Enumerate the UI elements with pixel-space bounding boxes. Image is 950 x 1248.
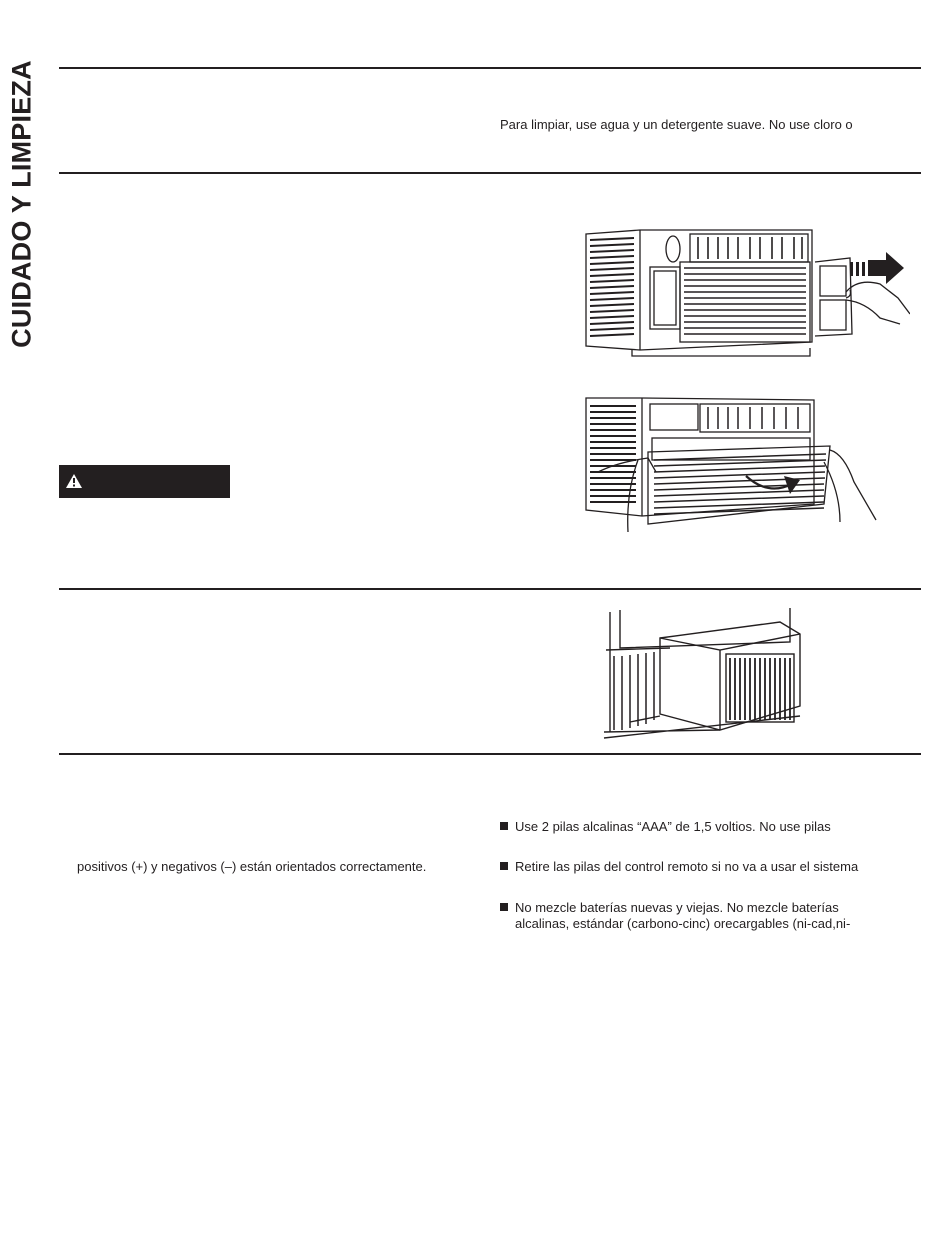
filter-removal-illustration xyxy=(580,222,910,362)
divider xyxy=(59,67,921,69)
battery-polarity-text: positivos (+) y negativos (–) están orientados correctamente. xyxy=(77,859,427,874)
front-grille-removal-illustration xyxy=(578,392,888,537)
bullet-square-icon xyxy=(500,862,508,870)
divider xyxy=(59,753,921,755)
section-title: CUIDADO Y LIMPIEZA xyxy=(6,60,37,348)
list-item-continuation: alcalinas, estándar (carbono-cinc) orecargables (ni-cad,ni- xyxy=(515,916,851,931)
warning-triangle-icon xyxy=(66,474,82,488)
outdoor-coil-illustration xyxy=(600,608,820,740)
list-item: Use 2 pilas alcalinas “AAA” de 1,5 voltios. No use pilas xyxy=(500,819,831,835)
divider xyxy=(59,588,921,590)
cleaning-instructions: Para limpiar, use agua y un detergente suave. No use cloro o xyxy=(500,117,853,132)
bullet-square-icon xyxy=(500,822,508,830)
bullet-square-icon xyxy=(500,903,508,911)
list-item: No mezcle baterías nuevas y viejas. No mezcle baterías xyxy=(500,900,839,916)
list-item: Retire las pilas del control remoto si no va a usar el sistema xyxy=(500,859,858,875)
warning-banner xyxy=(59,465,230,498)
section-title-vertical xyxy=(0,0,44,380)
divider xyxy=(59,172,921,174)
